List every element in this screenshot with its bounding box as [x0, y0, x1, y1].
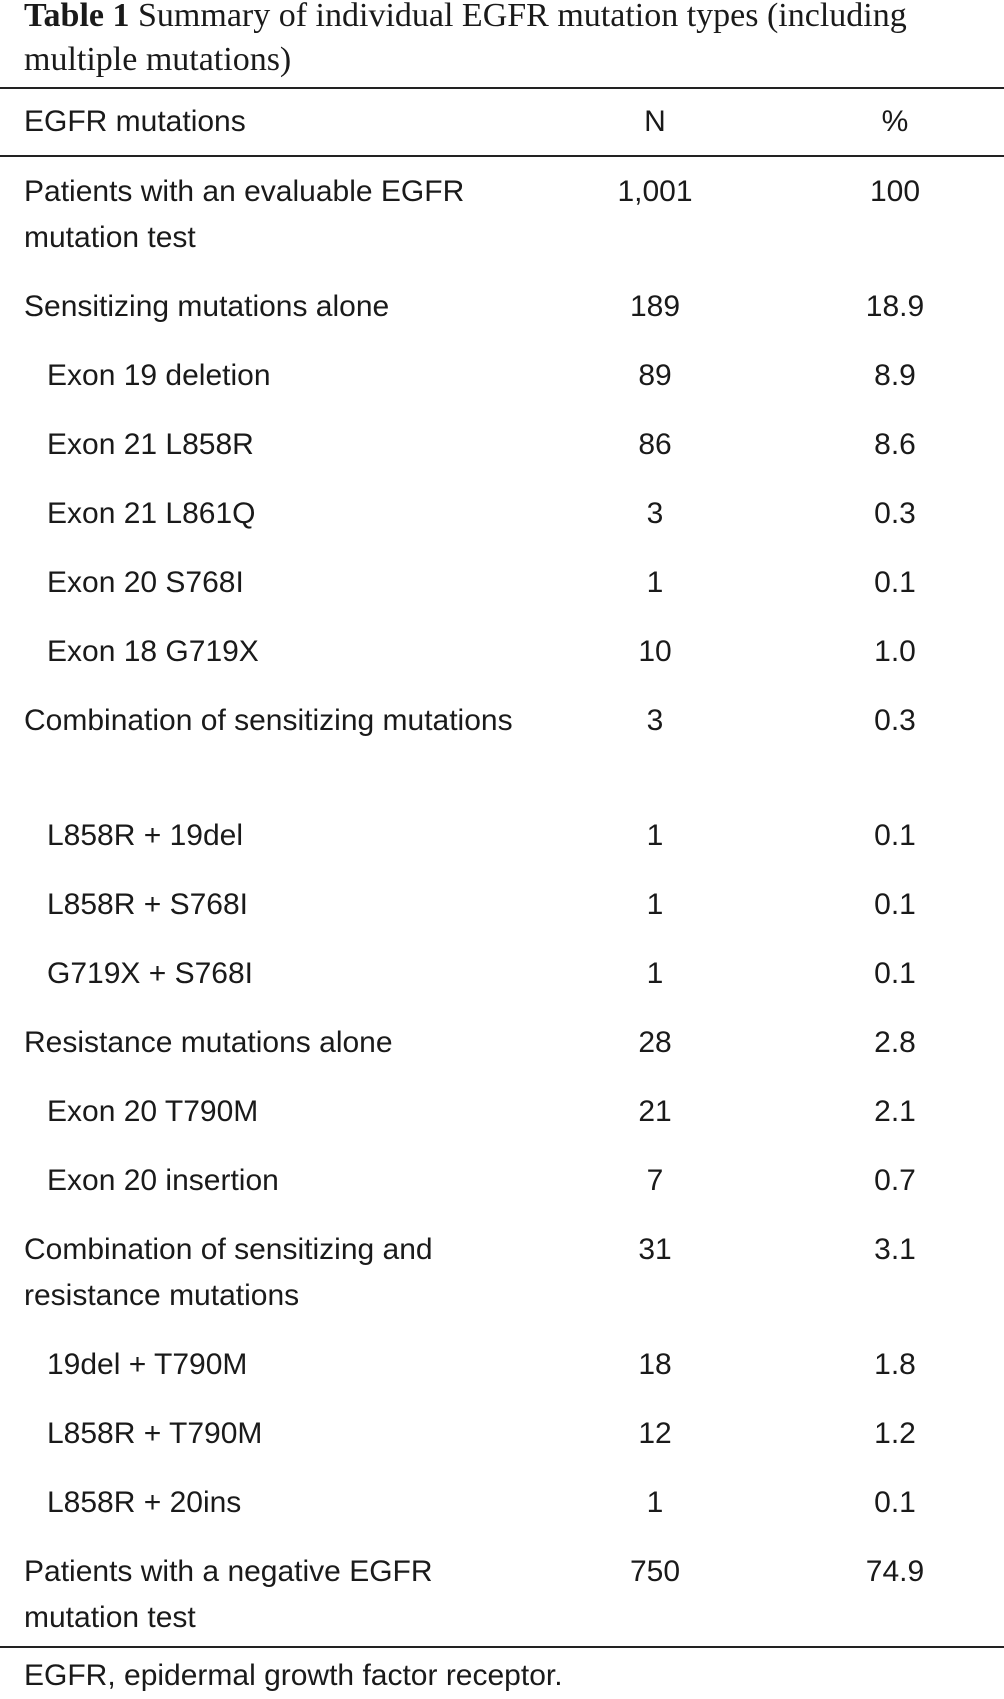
row-percent: 74.9: [865, 1555, 925, 1588]
row-n: 18: [638, 1348, 672, 1381]
row-percent: 0.1: [874, 566, 916, 599]
row-n: 86: [638, 428, 672, 461]
row-percent: 8.6: [874, 428, 916, 461]
row-percent: 100: [869, 175, 921, 208]
row-label: Combination of sensitizing mutations: [24, 704, 513, 737]
row-label: 19del + T790M: [47, 1348, 248, 1381]
header-rule: [0, 155, 1004, 157]
row-percent: 2.8: [874, 1026, 916, 1059]
header-mutations: EGFR mutations: [24, 105, 246, 138]
row-n: 10: [638, 635, 672, 668]
row-n: 1: [646, 888, 664, 921]
row-percent: 1.8: [874, 1348, 916, 1381]
row-percent: 0.3: [874, 497, 916, 530]
row-label: Exon 20 T790M: [47, 1095, 259, 1128]
row-label: Sensitizing mutations alone: [24, 290, 390, 323]
row-label: L858R + T790M: [47, 1417, 263, 1450]
row-n: 1: [646, 957, 664, 990]
row-label: Exon 18 G719X: [47, 635, 259, 668]
row-percent: 0.1: [874, 957, 916, 990]
table-footnote: EGFR, epidermal growth factor receptor.: [24, 1659, 563, 1692]
row-n: 3: [646, 704, 664, 737]
header-percent: %: [881, 105, 909, 138]
bottom-rule: [0, 1646, 1004, 1648]
row-percent: 0.1: [874, 888, 916, 921]
row-percent: 0.1: [874, 1486, 916, 1519]
row-percent: 0.3: [874, 704, 916, 737]
row-percent: 2.1: [874, 1095, 916, 1128]
row-label: L858R + 19del: [47, 819, 243, 852]
row-percent: 3.1: [874, 1233, 916, 1266]
row-label: G719X + S768I: [47, 957, 253, 990]
row-n: 189: [629, 290, 681, 323]
table-title: Summary of individual EGFR mutation types (including multiple mutations): [24, 0, 907, 78]
row-label: Combination of sensitizing and resistance mutations: [24, 1233, 433, 1312]
row-label: Exon 20 S768I: [47, 566, 244, 599]
row-n: 1: [646, 819, 664, 852]
row-percent: 1.0: [874, 635, 916, 668]
row-label: Resistance mutations alone: [24, 1026, 393, 1059]
row-n: 1: [646, 1486, 664, 1519]
row-n: 21: [638, 1095, 672, 1128]
row-label: Exon 19 deletion: [47, 359, 271, 392]
row-n: 750: [629, 1555, 681, 1588]
row-n: 1: [646, 566, 664, 599]
table-label: Table 1: [24, 0, 130, 34]
row-label: Patients with an evaluable EGFR mutation test: [24, 175, 465, 254]
row-label: L858R + S768I: [47, 888, 248, 921]
table-caption: [24, 0, 1000, 82]
row-n: 7: [646, 1164, 664, 1197]
row-percent: 18.9: [865, 290, 925, 323]
row-label: Exon 21 L861Q: [47, 497, 256, 530]
row-label: Exon 20 insertion: [47, 1164, 279, 1197]
row-percent: 8.9: [874, 359, 916, 392]
row-label: L858R + 20ins: [47, 1486, 242, 1519]
row-n: 31: [638, 1233, 672, 1266]
row-percent: 0.7: [874, 1164, 916, 1197]
row-label: Exon 21 L858R: [47, 428, 254, 461]
row-percent: 1.2: [874, 1417, 916, 1450]
row-percent: 0.1: [874, 819, 916, 852]
row-n: 12: [638, 1417, 672, 1450]
top-rule: [0, 87, 1004, 89]
row-label: Patients with a negative EGFR mutation test: [24, 1555, 433, 1634]
header-n: N: [644, 105, 666, 138]
row-n: 1,001: [617, 175, 693, 208]
row-n: 89: [638, 359, 672, 392]
row-n: 28: [638, 1026, 672, 1059]
row-n: 3: [646, 497, 664, 530]
